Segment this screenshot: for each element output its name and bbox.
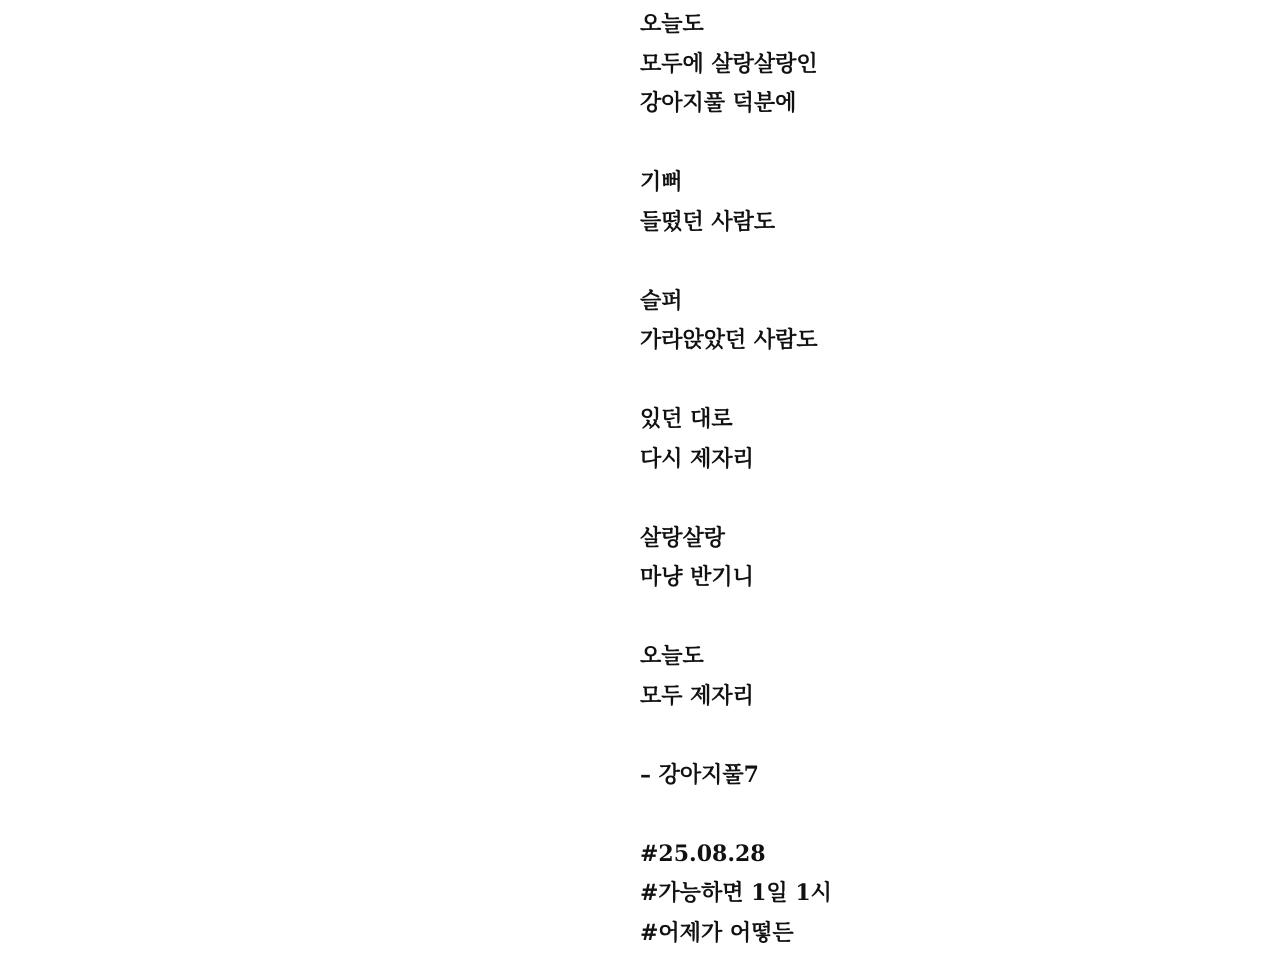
hashtag[interactable]: #어제가 어떻든 [640, 919, 794, 946]
hashtag-list [640, 835, 1240, 954]
poem-line: 모두 제자리 [640, 682, 754, 709]
poem-body [640, 5, 1240, 953]
signature-line: – 강아지풀7 [640, 761, 759, 788]
poem-line: 있던 대로 [640, 406, 733, 432]
poem-line: 살랑살랑 [640, 524, 726, 551]
poem-line: 오늘도 [640, 643, 704, 669]
poem-line: 가라앉았던 사람도 [640, 327, 818, 353]
stanza-3 [640, 282, 1240, 361]
poem-line: 마냥 반기니 [640, 564, 754, 590]
hashtag[interactable]: #가능하면 1일 1시 [640, 880, 832, 906]
stanza-5 [640, 519, 1240, 598]
hashtag[interactable]: #25.08.28 [640, 840, 766, 867]
poem-line: 들떴던 사람도 [640, 208, 776, 235]
stanza-2 [640, 163, 1240, 242]
poem-line: 슬퍼 [640, 287, 683, 314]
poem-line: 강아지풀 덕분에 [640, 90, 797, 116]
stanza-4 [640, 400, 1240, 479]
stanza-6 [640, 637, 1240, 716]
poem-line: 오늘도 [640, 11, 704, 37]
poem-line: 기뻐 [640, 169, 683, 195]
poem-line: 다시 제자리 [640, 445, 754, 472]
poem-signature [640, 756, 1240, 796]
stanza-1 [640, 5, 1240, 124]
poem-line: 모두에 살랑살랑인 [640, 50, 818, 77]
